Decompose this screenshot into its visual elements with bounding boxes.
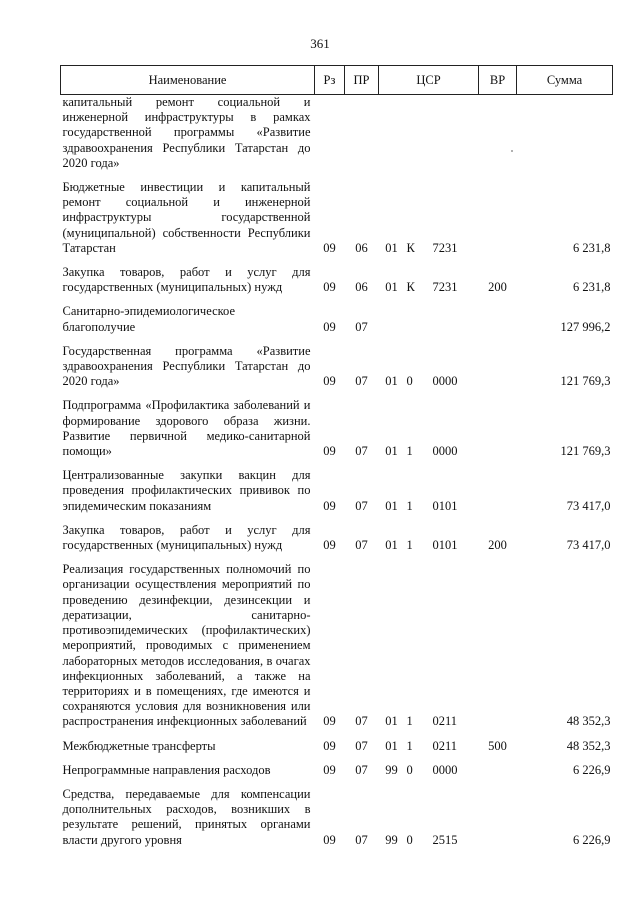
row-csr-subprogram: 1 — [406, 498, 413, 513]
row-csr-direction: 0101 — [432, 498, 458, 513]
budget-table — [60, 65, 613, 848]
row-csr-subprogram: 1 — [406, 444, 413, 459]
table-body — [61, 95, 613, 848]
row-pr: 06 — [355, 280, 368, 295]
row-name: Закупка товаров, работ и услуг для государственных (муниципальных) нужд — [62, 265, 311, 295]
table-row — [61, 171, 613, 256]
row-name: Реализация государственных полномочий по организации осуществления мероприятий по проведению дезинфекции, дезинсекции и дератизации, санитарно-противоэпидемических (профилактических) мероприятий, проводимых с применением лабораторных методов исследования, в очагах инфекционных заболеваний, а также на территориях и в помещениях, где имеются и сохраняются условия для возникновения или распространения инфекционных заболеваний — [62, 562, 311, 729]
row-sum: 48 352,3 — [566, 738, 611, 753]
table-row — [61, 335, 613, 390]
table-row — [61, 754, 613, 778]
row-vr — [479, 295, 517, 334]
table-header — [61, 66, 613, 95]
row-csr-program: 01 — [385, 240, 398, 255]
row-sum: 6 231,8 — [573, 280, 611, 295]
row-sum: 121 769,3 — [560, 374, 611, 389]
row-rz: 09 — [323, 714, 336, 729]
row-csr-subprogram — [405, 295, 427, 334]
row-vr: 200 — [488, 280, 507, 295]
row-csr-program: 01 — [385, 714, 398, 729]
row-csr-direction: 7231 — [432, 240, 458, 255]
row-csr-direction: 0000 — [432, 762, 458, 777]
row-rz: 09 — [323, 444, 336, 459]
header-sum: Сумма — [517, 66, 613, 95]
row-pr: 07 — [355, 498, 368, 513]
row-pr — [345, 95, 379, 172]
row-csr-subprogram: 1 — [406, 538, 413, 553]
row-rz: 09 — [323, 319, 336, 334]
row-vr — [479, 459, 517, 514]
row-rz: 09 — [323, 738, 336, 753]
row-sum: 121 769,3 — [560, 444, 611, 459]
row-csr-direction: 7231 — [432, 280, 458, 295]
row-vr — [479, 335, 517, 390]
table-row — [61, 295, 613, 334]
table-row — [61, 730, 613, 754]
row-pr: 07 — [355, 374, 368, 389]
row-vr — [479, 171, 517, 256]
table-row — [61, 553, 613, 729]
row-sum: 73 417,0 — [566, 538, 611, 553]
row-pr: 07 — [355, 762, 368, 777]
row-csr-program: 99 — [385, 762, 398, 777]
row-csr-subprogram: 0 — [406, 762, 413, 777]
table-row — [61, 459, 613, 514]
row-vr — [479, 754, 517, 778]
row-name: Закупка товаров, работ и услуг для государственных (муниципальных) нужд — [62, 522, 311, 553]
table-row — [61, 514, 613, 553]
row-rz: 09 — [323, 832, 336, 847]
row-sum: 6 226,9 — [573, 762, 611, 777]
row-name: Средства, передаваемые для компенсации дополнительных расходов, возникших в результате решений, принятых органами власти другого уровня — [62, 786, 311, 847]
row-name: Бюджетные инвестиции и капитальный ремонт социальной и инженерной инфраструктуры государственной (муниципальной) собственности Республики Татарстан — [62, 180, 311, 255]
row-pr: 07 — [355, 832, 368, 847]
header-name: Наименование — [61, 66, 315, 95]
row-csr-direction: 0211 — [432, 714, 458, 729]
row-rz: 09 — [323, 240, 336, 255]
row-pr: 06 — [355, 240, 368, 255]
row-vr: 500 — [488, 738, 507, 753]
row-name: Централизованные закупки вакцин для проведения профилактических прививок по эпидемическим показаниям — [62, 468, 311, 513]
row-csr-direction: 0000 — [432, 444, 458, 459]
row-csr-program — [379, 295, 405, 334]
row-vr: 200 — [488, 538, 507, 553]
header-vr: ВР — [479, 66, 517, 95]
row-pr: 07 — [355, 319, 368, 334]
row-name: капитальный ремонт социальной и инженерной инфраструктуры в рамках государственной программы «Развитие здравоохранения Республики Татарстан до 2020 года» — [62, 95, 311, 170]
row-rz: 09 — [323, 374, 336, 389]
row-csr-subprogram — [405, 95, 427, 172]
row-sum: 6 231,8 — [573, 240, 611, 255]
header-pr: ПР — [345, 66, 379, 95]
row-csr-direction — [427, 95, 479, 172]
row-rz: 09 — [323, 762, 336, 777]
row-csr-program: 01 — [385, 280, 398, 295]
table-row — [61, 389, 613, 459]
row-sum: 73 417,0 — [566, 498, 611, 513]
row-csr-program: 01 — [385, 538, 398, 553]
row-rz: 09 — [323, 280, 336, 295]
row-sum: 48 352,3 — [566, 714, 611, 729]
row-csr-direction: 0000 — [432, 374, 458, 389]
row-csr-program: 99 — [385, 832, 398, 847]
row-rz: 09 — [323, 538, 336, 553]
row-csr-direction — [427, 295, 479, 334]
row-sum: 127 996,2 — [560, 319, 611, 334]
row-vr — [479, 553, 517, 729]
row-rz — [315, 95, 345, 172]
row-vr — [479, 95, 517, 172]
header-csr: ЦСР — [379, 66, 479, 95]
row-pr: 07 — [355, 738, 368, 753]
row-sum — [517, 95, 613, 172]
table-row — [61, 256, 613, 295]
row-name: Непрограммные направления расходов — [62, 762, 271, 777]
row-csr-subprogram: 0 — [406, 374, 413, 389]
row-csr-subprogram: 1 — [406, 738, 413, 753]
row-sum: 6 226,9 — [573, 832, 611, 847]
row-pr: 07 — [355, 444, 368, 459]
row-csr-direction: 2515 — [432, 832, 458, 847]
row-csr-subprogram: 1 — [406, 714, 413, 729]
row-csr-subprogram: 0 — [406, 832, 413, 847]
header-rz: Рз — [315, 66, 345, 95]
row-name: Государственная программа «Развитие здравоохранения Республики Татарстан до 2020 года» — [62, 343, 311, 389]
row-csr-program: 01 — [385, 498, 398, 513]
row-csr-subprogram: К — [406, 240, 415, 255]
row-pr: 07 — [355, 538, 368, 553]
row-csr-program — [379, 95, 405, 172]
row-csr-direction: 0211 — [432, 738, 458, 753]
page-number: 361 — [310, 36, 330, 51]
row-name: Межбюджетные трансферты — [62, 738, 216, 753]
row-pr: 07 — [355, 714, 368, 729]
row-vr — [479, 389, 517, 459]
row-csr-direction: 0101 — [432, 538, 458, 553]
row-name: Санитарно-эпидемиологическое благополучие — [62, 304, 236, 334]
row-rz: 09 — [323, 498, 336, 513]
row-vr — [479, 778, 517, 848]
table-row — [61, 95, 613, 172]
row-name: Подпрограмма «Профилактика заболеваний и формирование здорового образа жизни. Развитие первичной медико-санитарной помощи» — [62, 398, 311, 459]
scan-dot — [511, 150, 513, 152]
row-csr-program: 01 — [385, 444, 398, 459]
table-row — [61, 778, 613, 848]
row-csr-program: 01 — [385, 374, 398, 389]
row-csr-subprogram: К — [406, 280, 415, 295]
row-csr-program: 01 — [385, 738, 398, 753]
